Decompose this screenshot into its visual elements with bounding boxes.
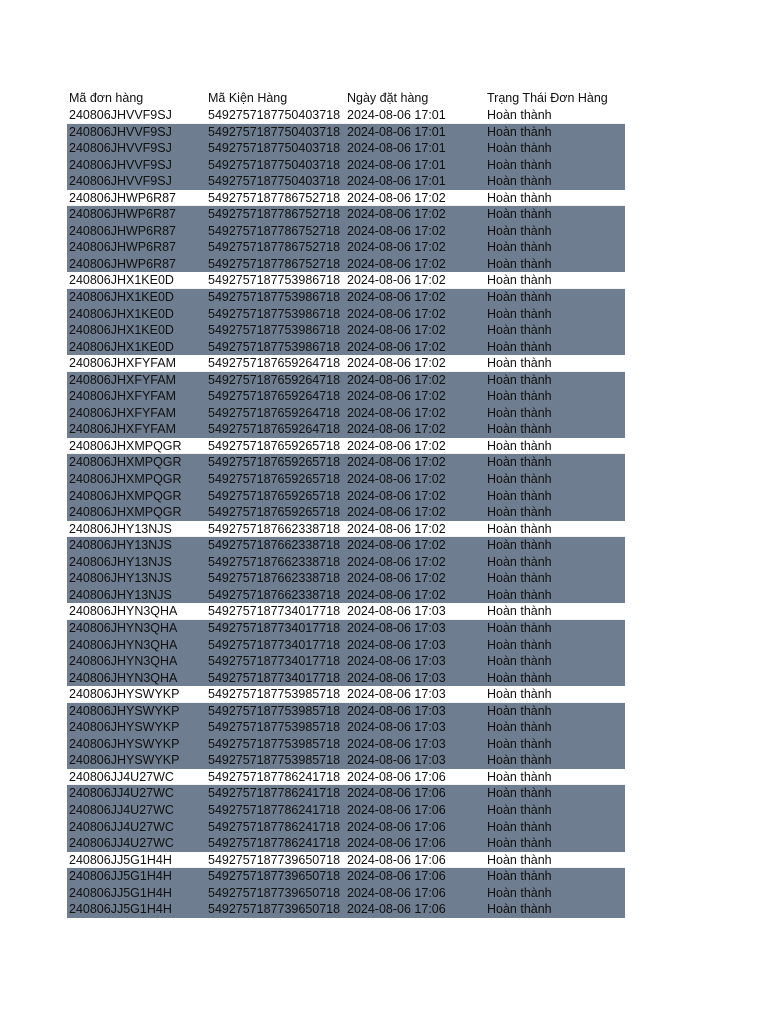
table-row <box>67 521 625 538</box>
table-row <box>67 901 625 918</box>
cell-order-status: Hoàn thành <box>487 538 552 553</box>
cell-order-id: 240806JJ4U27WC <box>69 786 174 801</box>
table-row <box>67 355 625 372</box>
table-row <box>67 223 625 240</box>
cell-order-date: 2024-08-06 17:06 <box>345 769 485 786</box>
cell-package-id: 5492757187739650718 <box>208 885 341 900</box>
cell-package-id: 5492757187659265718 <box>208 455 341 470</box>
cell-package-id: 5492757187753986718 <box>208 339 341 354</box>
cell-order-status: Hoàn thành <box>485 190 625 207</box>
cell-order-status: Hoàn thành <box>487 554 552 569</box>
cell-order-id: 240806JJ4U27WC <box>69 819 174 834</box>
cell-package-id: 5492757187659264718 <box>208 405 341 420</box>
cell-package-id: 5492757187786752718 <box>208 223 341 238</box>
cell-order-id: 240806JHXFYFAM <box>69 372 176 387</box>
cell-order-date: 2024-08-06 17:02 <box>347 256 446 271</box>
cell-package-id: 5492757187786752718 <box>208 240 341 255</box>
cell-package-id: 5492757187786241718 <box>206 769 345 786</box>
cell-order-date: 2024-08-06 17:03 <box>347 753 446 768</box>
cell-package-id: 5492757187753986718 <box>208 306 341 321</box>
table-row <box>67 620 625 637</box>
cell-package-id: 5492757187662338718 <box>208 571 341 586</box>
cell-order-id: 240806JHXMPQGR <box>67 438 206 455</box>
cell-order-id: 240806JHXMPQGR <box>69 472 182 487</box>
cell-order-date: 2024-08-06 17:03 <box>347 670 446 685</box>
cell-package-id: 5492757187659264718 <box>208 372 341 387</box>
table-row <box>67 339 625 356</box>
cell-order-status: Hoàn thành <box>487 736 552 751</box>
cell-order-id: 240806JHWP6R87 <box>67 190 206 207</box>
table-row <box>67 239 625 256</box>
table-row <box>67 603 625 620</box>
cell-order-date: 2024-08-06 17:01 <box>347 174 446 189</box>
header-order-date: Ngày đặt hàng <box>347 91 429 105</box>
cell-order-status: Hoàn thành <box>487 620 552 635</box>
cell-order-status: Hoàn thành <box>487 802 552 817</box>
cell-package-id: 5492757187753985718 <box>208 703 341 718</box>
table-row <box>67 868 625 885</box>
cell-order-date: 2024-08-06 17:02 <box>347 422 446 437</box>
cell-package-id: 5492757187739650718 <box>208 902 341 917</box>
table-row <box>67 454 625 471</box>
cell-order-status: Hoàn thành <box>487 885 552 900</box>
table-row <box>67 686 625 703</box>
cell-order-id: 240806JHYN3QHA <box>67 603 206 620</box>
cell-order-date: 2024-08-06 17:02 <box>347 223 446 238</box>
cell-package-id: 5492757187750403718 <box>208 124 341 139</box>
table-row <box>67 190 625 207</box>
cell-order-date: 2024-08-06 17:06 <box>347 885 446 900</box>
cell-order-status: Hoàn thành <box>487 902 552 917</box>
cell-package-id: 5492757187662338718 <box>208 587 341 602</box>
table-row <box>67 785 625 802</box>
cell-order-id: 240806JJ5G1H4H <box>69 902 172 917</box>
cell-package-id: 5492757187662338718 <box>208 554 341 569</box>
cell-order-date: 2024-08-06 17:02 <box>345 190 485 207</box>
cell-order-status: Hoàn thành <box>487 389 552 404</box>
cell-order-date: 2024-08-06 17:06 <box>347 836 446 851</box>
cell-order-status: Hoàn thành <box>485 769 625 786</box>
cell-order-id: 240806JHX1KE0D <box>67 272 206 289</box>
cell-order-id: 240806JHYSWYKP <box>69 753 180 768</box>
table-row <box>67 272 625 289</box>
cell-order-id: 240806JHXFYFAM <box>69 389 176 404</box>
cell-package-id: 5492757187786752718 <box>206 190 345 207</box>
cell-order-status: Hoàn thành <box>487 670 552 685</box>
cell-order-date: 2024-08-06 17:02 <box>347 554 446 569</box>
cell-package-id: 5492757187753986718 <box>208 323 341 338</box>
cell-order-status: Hoàn thành <box>485 355 625 372</box>
cell-order-status: Hoàn thành <box>487 637 552 652</box>
table-row <box>67 405 625 422</box>
cell-order-date: 2024-08-06 17:06 <box>347 819 446 834</box>
cell-order-id: 240806JHVVF9SJ <box>67 107 206 124</box>
cell-order-id: 240806JJ5G1H4H <box>69 885 172 900</box>
cell-order-date: 2024-08-06 17:02 <box>347 339 446 354</box>
cell-order-status: Hoàn thành <box>487 836 552 851</box>
cell-order-id: 240806JHY13NJS <box>69 571 172 586</box>
table-row <box>67 388 625 405</box>
cell-package-id: 5492757187750403718 <box>208 141 341 156</box>
cell-package-id: 5492757187734017718 <box>208 670 341 685</box>
cell-order-status: Hoàn thành <box>487 819 552 834</box>
cell-order-date: 2024-08-06 17:03 <box>345 603 485 620</box>
cell-order-id: 240806JHVVF9SJ <box>69 157 172 172</box>
cell-order-id: 240806JJ4U27WC <box>69 836 174 851</box>
table-row <box>67 637 625 654</box>
cell-order-date: 2024-08-06 17:03 <box>347 703 446 718</box>
cell-order-id: 240806JHX1KE0D <box>69 290 174 305</box>
table-body <box>67 107 625 918</box>
cell-package-id: 5492757187734017718 <box>208 637 341 652</box>
cell-order-date: 2024-08-06 17:03 <box>347 620 446 635</box>
cell-order-date: 2024-08-06 17:02 <box>347 323 446 338</box>
table-row <box>67 107 625 124</box>
cell-order-status: Hoàn thành <box>487 223 552 238</box>
cell-package-id: 5492757187750403718 <box>206 107 345 124</box>
cell-order-status: Hoàn thành <box>487 207 552 222</box>
cell-order-date: 2024-08-06 17:02 <box>347 455 446 470</box>
cell-package-id: 5492757187659264718 <box>208 422 341 437</box>
table-row <box>67 769 625 786</box>
cell-order-date: 2024-08-06 17:01 <box>347 141 446 156</box>
cell-order-date: 2024-08-06 17:02 <box>347 372 446 387</box>
cell-order-date: 2024-08-06 17:02 <box>347 306 446 321</box>
cell-order-status: Hoàn thành <box>487 323 552 338</box>
cell-order-id: 240806JHYN3QHA <box>69 620 178 635</box>
cell-package-id: 5492757187786241718 <box>208 802 341 817</box>
cell-order-date: 2024-08-06 17:02 <box>347 240 446 255</box>
cell-order-id: 240806JJ5G1H4H <box>67 852 206 869</box>
cell-order-date: 2024-08-06 17:02 <box>347 488 446 503</box>
cell-order-status: Hoàn thành <box>487 455 552 470</box>
cell-package-id: 5492757187739650718 <box>208 869 341 884</box>
cell-package-id: 5492757187786241718 <box>208 836 341 851</box>
order-table <box>67 90 625 918</box>
cell-package-id: 5492757187786241718 <box>208 786 341 801</box>
cell-order-status: Hoàn thành <box>485 852 625 869</box>
table-row <box>67 587 625 604</box>
cell-order-status: Hoàn thành <box>487 422 552 437</box>
table-row <box>67 670 625 687</box>
cell-order-id: 240806JHXFYFAM <box>69 405 176 420</box>
cell-order-status: Hoàn thành <box>487 372 552 387</box>
cell-order-date: 2024-08-06 17:02 <box>347 571 446 586</box>
cell-package-id: 5492757187659265718 <box>208 472 341 487</box>
cell-order-id: 240806JHVVF9SJ <box>69 141 172 156</box>
cell-order-id: 240806JHWP6R87 <box>69 207 177 222</box>
cell-order-id: 240806JHYN3QHA <box>69 670 178 685</box>
table-row <box>67 703 625 720</box>
cell-order-status: Hoàn thành <box>487 587 552 602</box>
table-row <box>67 471 625 488</box>
cell-order-date: 2024-08-06 17:02 <box>347 389 446 404</box>
table-row <box>67 206 625 223</box>
cell-order-status: Hoàn thành <box>487 157 552 172</box>
cell-order-status: Hoàn thành <box>485 438 625 455</box>
cell-order-date: 2024-08-06 17:02 <box>347 472 446 487</box>
table-row <box>67 306 625 323</box>
table-row <box>67 372 625 389</box>
header-order-status: Trạng Thái Đơn Hàng <box>487 91 608 105</box>
cell-order-status: Hoàn thành <box>487 472 552 487</box>
cell-order-date: 2024-08-06 17:06 <box>347 869 446 884</box>
table-header-row <box>67 90 625 107</box>
cell-order-id: 240806JHYSWYKP <box>69 703 180 718</box>
cell-order-date: 2024-08-06 17:03 <box>347 720 446 735</box>
cell-order-date: 2024-08-06 17:02 <box>345 355 485 372</box>
cell-order-id: 240806JHWP6R87 <box>69 240 177 255</box>
cell-order-status: Hoàn thành <box>485 272 625 289</box>
table-row <box>67 802 625 819</box>
cell-order-status: Hoàn thành <box>487 786 552 801</box>
cell-order-date: 2024-08-06 17:01 <box>347 157 446 172</box>
cell-order-id: 240806JHWP6R87 <box>69 223 177 238</box>
cell-order-id: 240806JJ4U27WC <box>67 769 206 786</box>
cell-order-date: 2024-08-06 17:03 <box>347 637 446 652</box>
cell-order-date: 2024-08-06 17:03 <box>347 654 446 669</box>
table-row <box>67 752 625 769</box>
cell-order-id: 240806JHY13NJS <box>67 521 206 538</box>
cell-order-id: 240806JHWP6R87 <box>69 256 177 271</box>
cell-package-id: 5492757187659265718 <box>206 438 345 455</box>
cell-package-id: 5492757187786241718 <box>208 819 341 834</box>
cell-order-date: 2024-08-06 17:03 <box>347 736 446 751</box>
table-row <box>67 852 625 869</box>
cell-order-id: 240806JHX1KE0D <box>69 339 174 354</box>
cell-order-id: 240806JJ4U27WC <box>69 802 174 817</box>
cell-order-status: Hoàn thành <box>487 488 552 503</box>
cell-order-date: 2024-08-06 17:02 <box>345 438 485 455</box>
cell-package-id: 5492757187753986718 <box>208 290 341 305</box>
cell-order-id: 240806JHXMPQGR <box>69 505 182 520</box>
cell-order-status: Hoàn thành <box>487 654 552 669</box>
table-row <box>67 488 625 505</box>
cell-order-status: Hoàn thành <box>485 521 625 538</box>
cell-order-date: 2024-08-06 17:02 <box>347 587 446 602</box>
table-row <box>67 653 625 670</box>
cell-order-status: Hoàn thành <box>487 174 552 189</box>
cell-order-date: 2024-08-06 17:02 <box>347 207 446 222</box>
cell-package-id: 5492757187659265718 <box>208 505 341 520</box>
cell-order-date: 2024-08-06 17:02 <box>347 538 446 553</box>
cell-order-status: Hoàn thành <box>487 405 552 420</box>
table-row <box>67 421 625 438</box>
cell-order-date: 2024-08-06 17:02 <box>345 272 485 289</box>
cell-order-id: 240806JHYSWYKP <box>69 736 180 751</box>
table-row <box>67 140 625 157</box>
cell-order-id: 240806JHVVF9SJ <box>69 174 172 189</box>
table-row <box>67 504 625 521</box>
cell-order-status: Hoàn thành <box>487 571 552 586</box>
cell-package-id: 5492757187662338718 <box>206 521 345 538</box>
cell-order-id: 240806JHY13NJS <box>69 538 172 553</box>
cell-order-id: 240806JHXFYFAM <box>67 355 206 372</box>
cell-package-id: 5492757187734017718 <box>208 620 341 635</box>
table-row <box>67 256 625 273</box>
header-package-id: Mã Kiện Hàng <box>208 91 288 105</box>
cell-order-id: 240806JHYN3QHA <box>69 637 178 652</box>
table-row <box>67 819 625 836</box>
cell-package-id: 5492757187786752718 <box>208 207 341 222</box>
table-row <box>67 885 625 902</box>
cell-package-id: 5492757187753985718 <box>208 753 341 768</box>
cell-order-id: 240806JHYSWYKP <box>69 720 180 735</box>
cell-order-status: Hoàn thành <box>485 686 625 703</box>
cell-order-id: 240806JHY13NJS <box>69 554 172 569</box>
cell-order-status: Hoàn thành <box>487 869 552 884</box>
cell-order-status: Hoàn thành <box>487 256 552 271</box>
cell-order-date: 2024-08-06 17:06 <box>347 802 446 817</box>
cell-package-id: 5492757187659265718 <box>208 488 341 503</box>
cell-package-id: 5492757187753985718 <box>206 686 345 703</box>
cell-order-status: Hoàn thành <box>485 603 625 620</box>
cell-package-id: 5492757187734017718 <box>206 603 345 620</box>
cell-package-id: 5492757187659264718 <box>208 389 341 404</box>
cell-order-id: 240806JHY13NJS <box>69 587 172 602</box>
cell-package-id: 5492757187750403718 <box>208 174 341 189</box>
cell-package-id: 5492757187739650718 <box>206 852 345 869</box>
cell-order-date: 2024-08-06 17:02 <box>345 521 485 538</box>
cell-order-id: 240806JHX1KE0D <box>69 323 174 338</box>
table-row <box>67 289 625 306</box>
cell-order-id: 240806JHXMPQGR <box>69 455 182 470</box>
cell-order-id: 240806JHXMPQGR <box>69 488 182 503</box>
cell-order-id: 240806JHYSWYKP <box>67 686 206 703</box>
cell-order-status: Hoàn thành <box>487 720 552 735</box>
table-row <box>67 554 625 571</box>
cell-order-status: Hoàn thành <box>487 141 552 156</box>
cell-order-date: 2024-08-06 17:06 <box>347 786 446 801</box>
cell-order-status: Hoàn thành <box>487 703 552 718</box>
table-row <box>67 570 625 587</box>
cell-package-id: 5492757187734017718 <box>208 654 341 669</box>
cell-order-status: Hoàn thành <box>485 107 625 124</box>
cell-order-status: Hoàn thành <box>487 290 552 305</box>
cell-order-status: Hoàn thành <box>487 306 552 321</box>
cell-order-date: 2024-08-06 17:02 <box>347 405 446 420</box>
cell-order-id: 240806JJ5G1H4H <box>69 869 172 884</box>
cell-order-date: 2024-08-06 17:06 <box>347 902 446 917</box>
cell-order-date: 2024-08-06 17:01 <box>345 107 485 124</box>
cell-order-date: 2024-08-06 17:03 <box>345 686 485 703</box>
table-row <box>67 157 625 174</box>
cell-package-id: 5492757187753985718 <box>208 720 341 735</box>
cell-order-id: 240806JHYN3QHA <box>69 654 178 669</box>
table-row <box>67 719 625 736</box>
cell-order-status: Hoàn thành <box>487 240 552 255</box>
table-row <box>67 736 625 753</box>
cell-package-id: 5492757187659264718 <box>206 355 345 372</box>
cell-package-id: 5492757187753985718 <box>208 736 341 751</box>
table-row <box>67 124 625 141</box>
cell-order-status: Hoàn thành <box>487 505 552 520</box>
table-row <box>67 173 625 190</box>
header-order-id: Mã đơn hàng <box>69 91 144 105</box>
cell-package-id: 5492757187753986718 <box>206 272 345 289</box>
cell-package-id: 5492757187786752718 <box>208 256 341 271</box>
cell-order-status: Hoàn thành <box>487 753 552 768</box>
table-row <box>67 835 625 852</box>
cell-order-id: 240806JHX1KE0D <box>69 306 174 321</box>
cell-order-id: 240806JHVVF9SJ <box>69 124 172 139</box>
table-row <box>67 322 625 339</box>
cell-package-id: 5492757187750403718 <box>208 157 341 172</box>
cell-package-id: 5492757187662338718 <box>208 538 341 553</box>
table-row <box>67 438 625 455</box>
cell-order-date: 2024-08-06 17:01 <box>347 124 446 139</box>
cell-order-id: 240806JHXFYFAM <box>69 422 176 437</box>
table-row <box>67 537 625 554</box>
cell-order-date: 2024-08-06 17:06 <box>345 852 485 869</box>
cell-order-date: 2024-08-06 17:02 <box>347 290 446 305</box>
cell-order-date: 2024-08-06 17:02 <box>347 505 446 520</box>
cell-order-status: Hoàn thành <box>487 124 552 139</box>
cell-order-status: Hoàn thành <box>487 339 552 354</box>
